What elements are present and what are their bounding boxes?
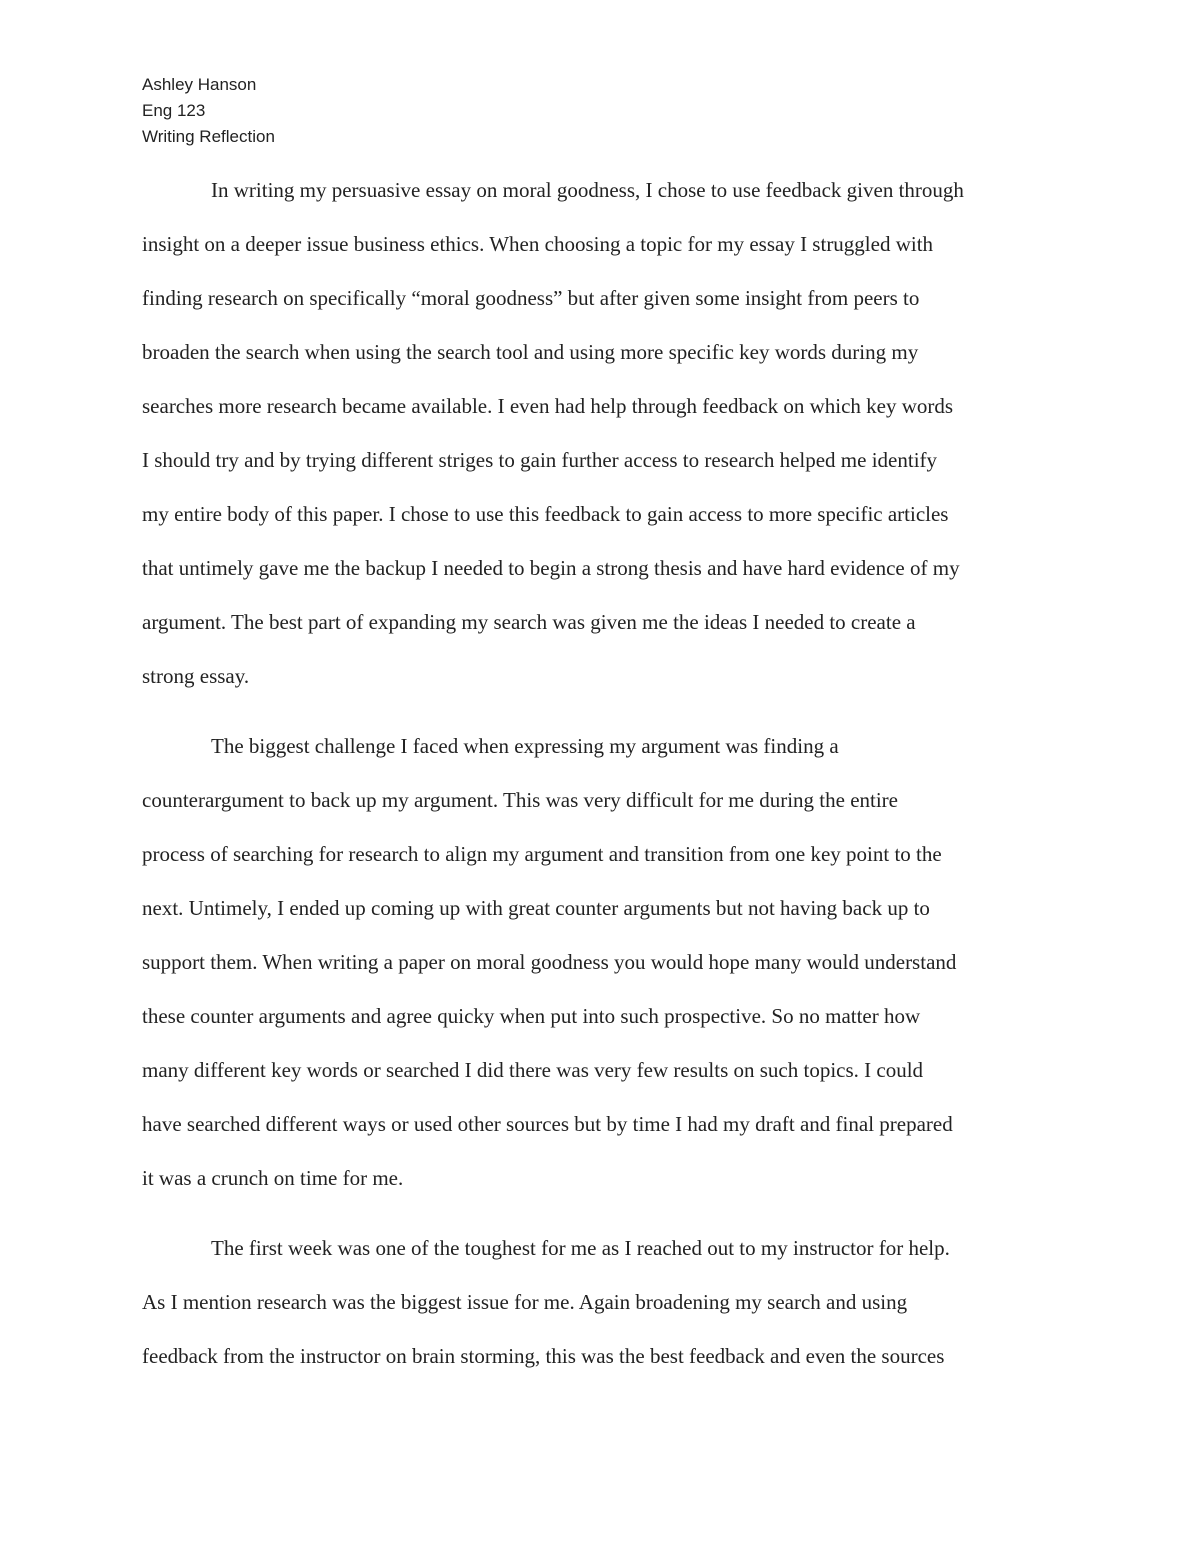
paragraph-line: argument. The best part of expanding my search was given me the ideas I needed to create a <box>142 610 916 634</box>
paragraph-line: I should try and by trying different striges to gain further access to research helped me identify <box>142 448 938 472</box>
paragraph-line: counterargument to back up my argument. This was very difficult for me during the entire <box>142 788 898 812</box>
paragraph-line: strong essay. <box>142 664 250 688</box>
paragraph-line: As I mention research was the biggest issue for me. Again broadening my search and using <box>142 1290 908 1314</box>
paragraph-line: it was a crunch on time for me. <box>142 1166 404 1190</box>
paragraph-line: finding research on specifically “moral goodness” but after given some insight from peers to <box>142 286 920 310</box>
document-title: Writing Reflection <box>142 127 275 146</box>
paragraph-line: next. Untimely, I ended up coming up with great counter arguments but not having back up to <box>142 896 930 920</box>
paragraph-line: that untimely gave me the backup I needed to begin a strong thesis and have hard evidence of my <box>142 556 960 580</box>
essay-body <box>142 172 1058 1392</box>
paragraph-line: support them. When writing a paper on moral goodness you would hope many would understand <box>142 950 957 974</box>
essay-paragraph <box>142 1230 1058 1392</box>
author-name: Ashley Hanson <box>142 75 257 94</box>
paragraph-line: my entire body of this paper. I chose to use this feedback to gain access to more specific articles <box>142 502 949 526</box>
paragraph-line: searches more research became available. I even had help through feedback on which key words <box>142 394 954 418</box>
paragraph-line: broaden the search when using the search tool and using more specific key words during my <box>142 340 919 364</box>
paragraph-line: In writing my persuasive essay on moral goodness, I chose to use feedback given through <box>211 178 964 202</box>
paragraph-line: many different key words or searched I did there was very few results on such topics. I could <box>142 1058 924 1082</box>
paragraph-spacer <box>142 1214 1058 1230</box>
document-header <box>142 72 275 150</box>
essay-paragraph <box>142 172 1058 712</box>
course-name: Eng 123 <box>142 101 206 120</box>
paragraph-line: insight on a deeper issue business ethics. When choosing a topic for my essay I struggled with <box>142 232 934 256</box>
paragraph-line: The biggest challenge I faced when expressing my argument was finding a <box>211 734 839 758</box>
paragraph-line: The first week was one of the toughest for me as I reached out to my instructor for help. <box>211 1236 950 1260</box>
paragraph-line: feedback from the instructor on brain storming, this was the best feedback and even the sources <box>142 1344 945 1368</box>
paragraph-line: process of searching for research to align my argument and transition from one key point to the <box>142 842 942 866</box>
paragraph-spacer <box>142 712 1058 728</box>
paragraph-line: these counter arguments and agree quicky when put into such prospective. So no matter how <box>142 1004 921 1028</box>
essay-paragraph <box>142 728 1058 1214</box>
paragraph-line: have searched different ways or used other sources but by time I had my draft and final prepared <box>142 1112 953 1136</box>
